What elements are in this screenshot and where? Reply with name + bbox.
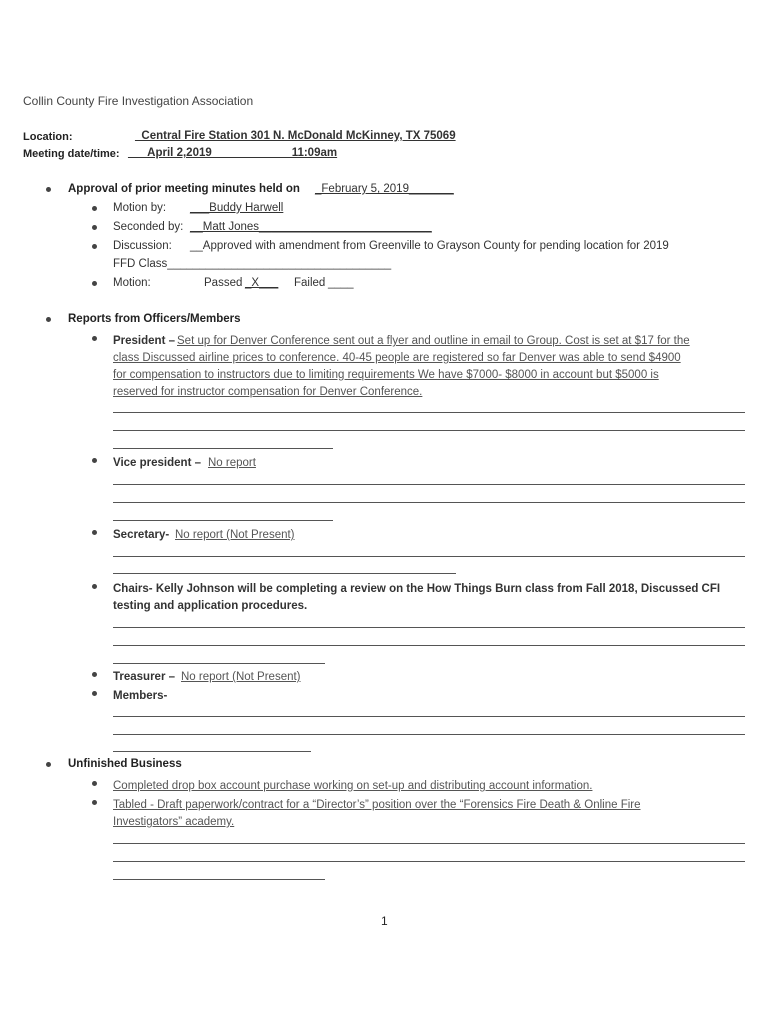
bullet-icon [92, 530, 97, 535]
bullet-icon [46, 187, 51, 192]
bullet-icon [92, 206, 97, 211]
blank-line [113, 879, 325, 880]
chairs-text-cont: testing and application procedures. [113, 600, 308, 612]
members-label: Members- [113, 690, 168, 702]
failed-value: ____ [328, 277, 354, 289]
president-text-line: reserved for instructor compensation for Denver Conference. [113, 386, 423, 398]
unfinished-heading: Unfinished Business [68, 758, 182, 770]
bullet-icon [92, 336, 97, 341]
blank-line [113, 430, 745, 431]
bullet-icon [92, 458, 97, 463]
bullet-icon [92, 281, 97, 286]
blank-line [113, 520, 333, 521]
meeting-label: Meeting date/time: [23, 148, 120, 160]
blank-line [113, 448, 333, 449]
treasurer-value: No report (Not Present) [181, 671, 301, 683]
bullet-icon [92, 800, 97, 805]
seconded-label: Seconded by: [113, 221, 184, 233]
page-number: 1 [381, 914, 388, 928]
passed-label: Passed [204, 277, 243, 289]
bullet-icon [46, 762, 51, 767]
passed-value: _X___ [245, 277, 279, 289]
blank-line [113, 861, 745, 862]
organization-name: Collin County Fire Investigation Association [23, 94, 254, 108]
location-value: _Central Fire Station 301 N. McDonald McKinney, TX 75069 [135, 130, 456, 142]
reports-heading: Reports from Officers/Members [68, 313, 241, 325]
secretary-label: Secretary- [113, 529, 170, 541]
president-text-line: class Discussed airline prices to conference. 40-45 people are registered so far Denver was able to send $4900 [113, 352, 681, 364]
bullet-icon [92, 225, 97, 230]
bullet-icon [46, 317, 51, 322]
blank-line [113, 502, 745, 503]
bullet-icon [92, 691, 97, 696]
approval-date: _February 5, 2019_______ [315, 183, 454, 195]
blank-line [113, 573, 456, 574]
bullet-icon [92, 672, 97, 677]
seconded-value: __Matt Jones___________________________ [190, 221, 432, 233]
bullet-icon [92, 584, 97, 589]
blank-line [113, 556, 745, 557]
discussion-text-cont: FFD Class___________________________________ [113, 258, 392, 270]
secretary-value: No report (Not Present) [175, 529, 295, 541]
unfinished-item-cont: Investigators” academy. [113, 816, 235, 828]
blank-line [113, 412, 745, 413]
blank-line [113, 484, 745, 485]
blank-line [113, 751, 311, 752]
discussion-label: Discussion: [113, 240, 172, 252]
president-label: President – [113, 335, 175, 347]
failed-label: Failed [294, 277, 326, 289]
unfinished-item: Completed drop box account purchase working on set-up and distributing account information. [113, 780, 593, 792]
motion-by-label: Motion by: [113, 202, 167, 214]
location-label: Location: [23, 131, 73, 143]
blank-line [113, 663, 325, 664]
motion-by-value: ___Buddy Harwell [190, 202, 284, 214]
blank-line [113, 843, 745, 844]
bullet-icon [92, 781, 97, 786]
treasurer-label: Treasurer – [113, 671, 176, 683]
meeting-value: ___April 2,2019 ____________11:09am [128, 147, 338, 159]
vp-value: No report [208, 457, 256, 469]
vp-label: Vice president – [113, 457, 201, 469]
blank-line [113, 734, 745, 735]
blank-line [113, 645, 745, 646]
blank-line [113, 627, 745, 628]
unfinished-item: Tabled - Draft paperwork/contract for a “Director’s” position over the “Forensics Fire Death & Online Fire [113, 799, 641, 811]
chairs-text: Chairs- Kelly Johnson will be completing a review on the How Things Burn class from Fall 2018, Discussed CFI [113, 583, 721, 595]
approval-heading: Approval of prior meeting minutes held on [68, 183, 300, 195]
president-text-line: Set up for Denver Conference sent out a flyer and outline in email to Group. Cost is set at $17 for the [177, 335, 690, 347]
blank-line [113, 716, 745, 717]
president-text-line: for compensation to instructors due to limiting requirements We have $7000- $8000 in account but $5000 is [113, 369, 659, 381]
motion-label: Motion: [113, 277, 151, 289]
bullet-icon [92, 244, 97, 249]
discussion-text: __Approved with amendment from Greenville to Grayson County for pending location for 2019 [190, 240, 669, 252]
